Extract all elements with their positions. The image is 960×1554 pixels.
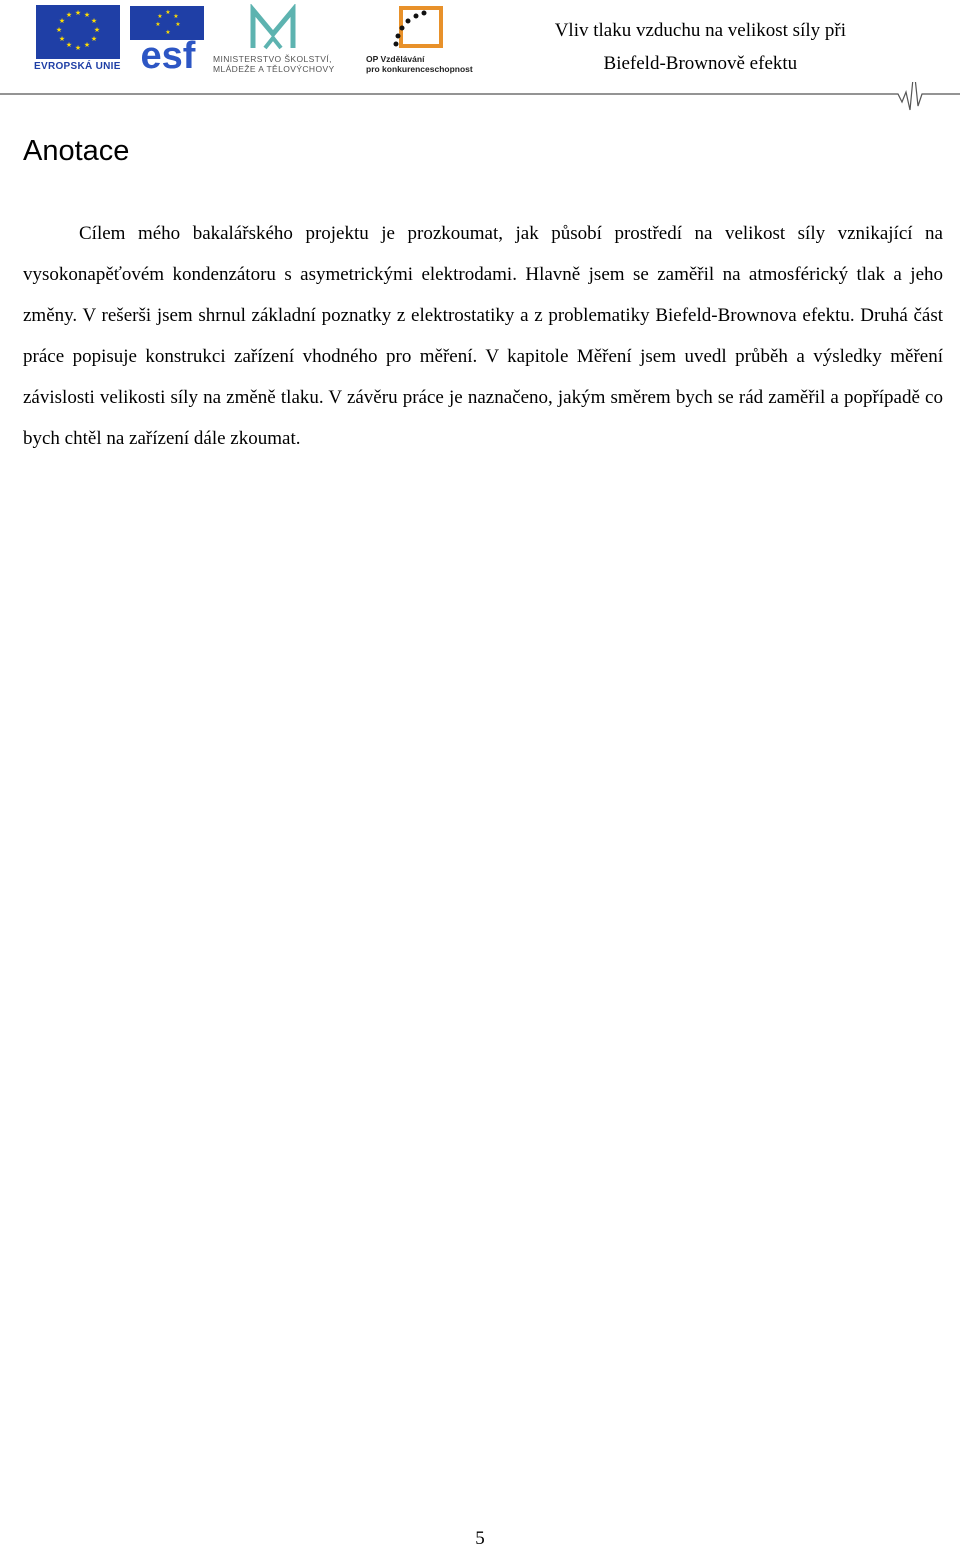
eu-flag-logo <box>36 5 120 59</box>
svg-text:★: ★ <box>165 9 171 16</box>
header-rule <box>0 82 960 112</box>
svg-text:★: ★ <box>58 17 66 25</box>
annotation-paragraph: Cílem mého bakalářského projektu je prozkoumat, jak působí prostředí na velikost síly vznikající na vysokonapěťovém kondenzátoru s asymetrickými elektrodami. Hlavně jsem se zaměřil na atmosférický tlak a jeho změny. V rešerši jsem shrnul základní poznatky z elektrostatiky a z problematiky Biefeld-Brownova efektu. Druhá část práce popisuje konstrukci zařízení vhodného pro měření. V kapitole Měření jsem uvedl průběh a výsledky měření závislosti velikosti síly na změně tlaku. V závěru práce je naznačeno, jakým směrem bych se rád zaměřil a popřípadě co bych chtěl na zařízení dále zkoumat. <box>23 223 943 449</box>
msmt-emblem <box>213 4 323 52</box>
svg-text:★: ★ <box>165 29 171 36</box>
page-header <box>0 0 960 110</box>
msmt-logo <box>213 4 363 74</box>
section-heading: Anotace <box>23 135 130 167</box>
msmt-label-line2: MLÁDEŽE A TĚLOVÝCHOVY <box>213 64 335 74</box>
msmt-label-line1: MINISTERSTVO ŠKOLSTVÍ, <box>213 54 332 64</box>
svg-text:★: ★ <box>74 44 82 52</box>
svg-text:★: ★ <box>93 26 101 34</box>
op-label-line2: pro konkurenceschopnost <box>366 64 473 74</box>
op-label <box>366 54 473 74</box>
svg-text:★: ★ <box>90 35 98 43</box>
esf-wordmark: esf <box>140 35 196 70</box>
op-label-line1: OP Vzdělávání <box>366 54 425 64</box>
running-title-line2: Biefeld-Brownově efektu <box>603 53 798 74</box>
svg-text:★: ★ <box>157 13 163 20</box>
svg-text:★: ★ <box>83 11 91 19</box>
eu-label: EVROPSKÁ UNIE <box>34 61 121 72</box>
esf-logo <box>128 4 208 70</box>
svg-text:★: ★ <box>90 17 98 25</box>
svg-text:★: ★ <box>58 35 66 43</box>
svg-text:★: ★ <box>65 11 73 19</box>
svg-text:★: ★ <box>55 26 63 34</box>
svg-text:★: ★ <box>175 21 181 28</box>
msmt-label <box>213 54 335 74</box>
svg-text:★: ★ <box>65 41 73 49</box>
op-logo <box>366 4 473 74</box>
running-title-line1: Vliv tlaku vzduchu na velikost síly při <box>554 20 846 41</box>
running-title <box>555 14 846 80</box>
svg-text:★: ★ <box>173 13 179 20</box>
op-emblem <box>366 4 456 52</box>
svg-text:★: ★ <box>74 9 82 17</box>
svg-text:★: ★ <box>83 41 91 49</box>
svg-text:★: ★ <box>155 21 161 28</box>
page-number: 5 <box>475 1528 485 1549</box>
